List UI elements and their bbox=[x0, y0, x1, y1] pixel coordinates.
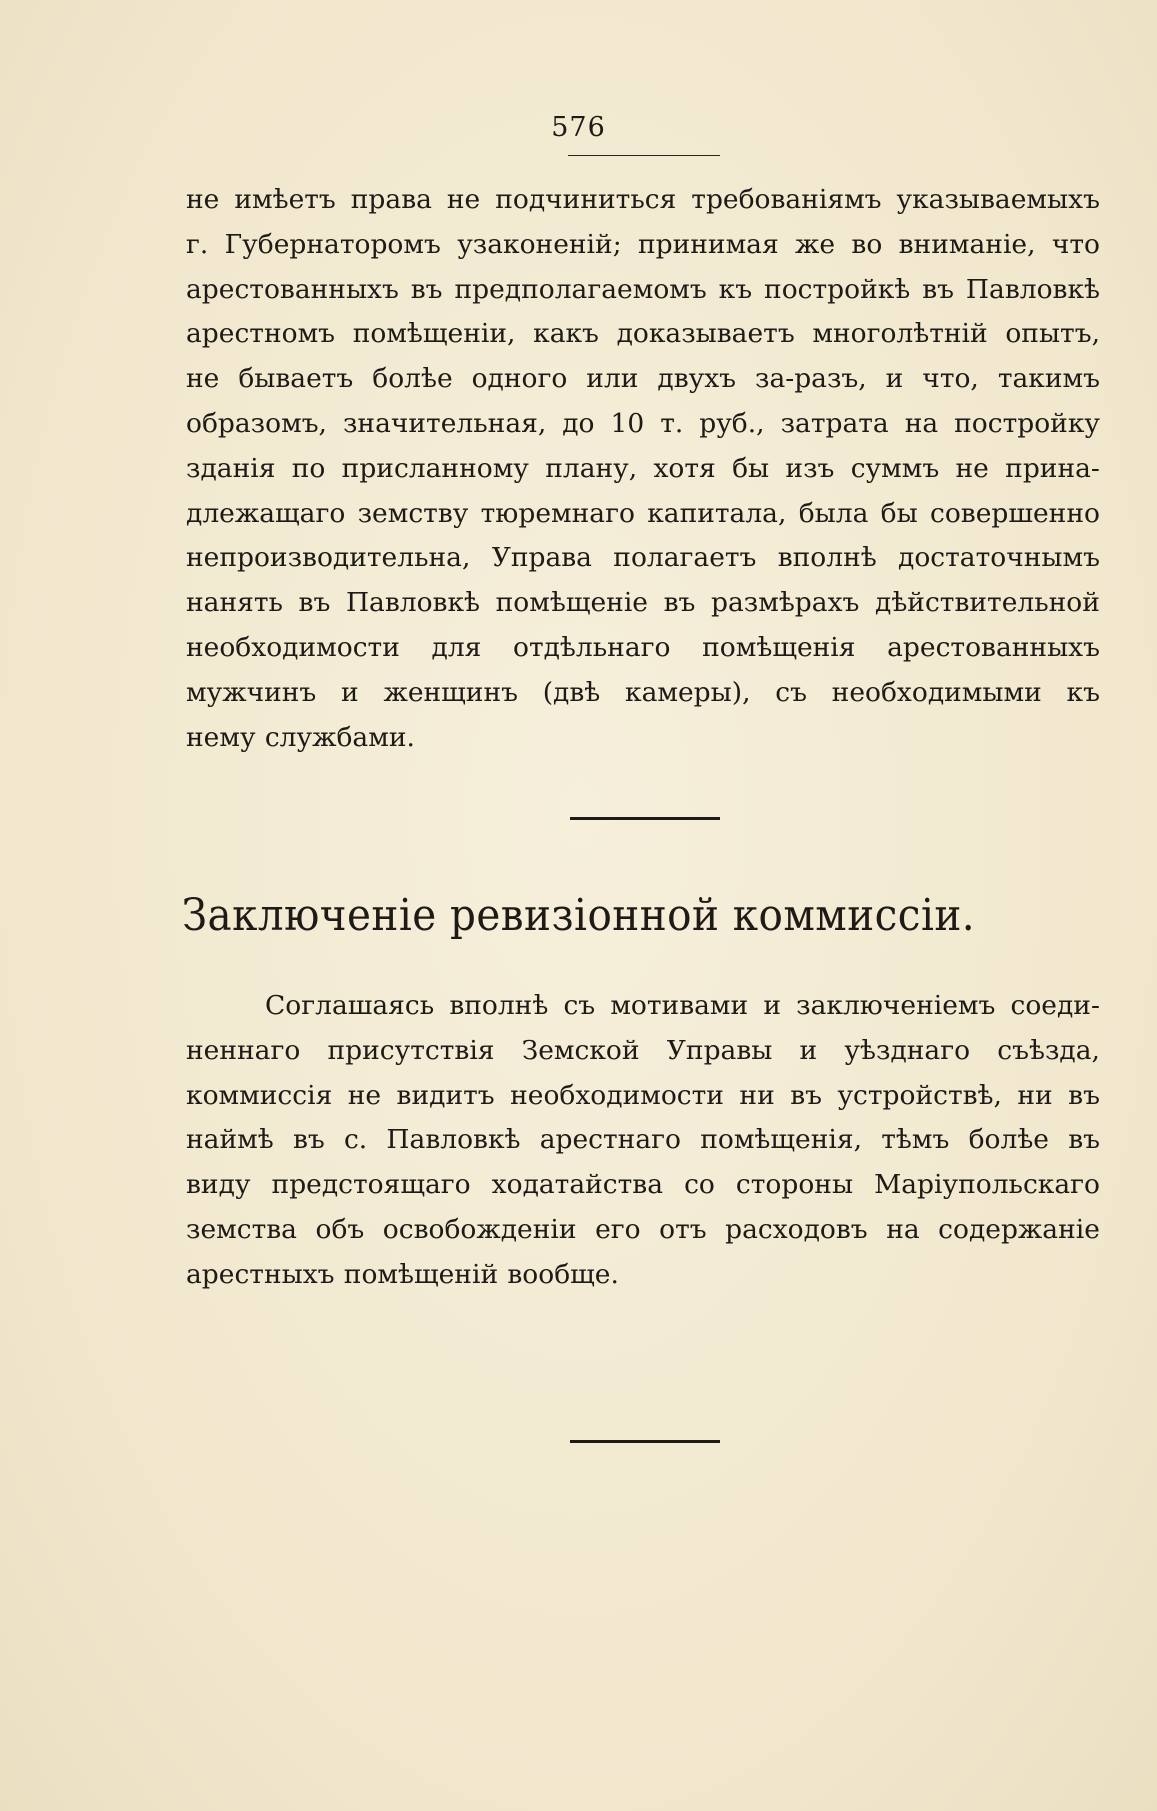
text-line: непроизводительна, Управа полагаетъ вполнѣ достаточнымъ bbox=[186, 542, 1100, 574]
text-line: виду предстоящаго ходатайства со стороны Маріупольскаго bbox=[186, 1169, 1100, 1201]
section-divider-bottom bbox=[570, 1440, 720, 1443]
text-line: нанять въ Павловкѣ помѣщеніе въ размѣрахъ дѣйствительной bbox=[186, 587, 1100, 619]
text-line: арестованныхъ въ предполагаемомъ къ постройкѣ въ Павловкѣ bbox=[186, 273, 1100, 305]
text-line: не бываетъ болѣе одного или двухъ за-разъ, и что, такимъ bbox=[186, 363, 1100, 395]
text-line: арестномъ помѣщеніи, какъ доказываетъ многолѣтній опытъ, bbox=[186, 318, 1100, 350]
text-line: нему службами. bbox=[186, 721, 415, 753]
text-line: не имѣетъ права не подчиниться требованіямъ указываемыхъ bbox=[186, 184, 1100, 215]
text-line: образомъ, значительная, до 10 т. руб., затрата на постройку bbox=[186, 407, 1100, 439]
section-divider-top bbox=[570, 817, 720, 820]
text-line: неннаго присутствія Земской Управы и уѣзднаго съѣзда, bbox=[186, 1034, 1100, 1066]
text-line: земства объ освобожденіи его отъ расходовъ на содержаніе bbox=[186, 1213, 1100, 1245]
text-line: зданія по присланному плану, хотя бы изъ суммъ не прина- bbox=[186, 452, 1100, 484]
paragraph-commission-conclusion bbox=[186, 984, 1100, 1298]
paragraph-management-opinion bbox=[186, 178, 1100, 760]
text-line: длежащаго земству тюремнаго капитала, была бы совершенно bbox=[186, 497, 1100, 529]
text-line: необходимости для отдѣльнаго помѣщенія арестованныхъ bbox=[186, 631, 1100, 663]
text-line: мужчинъ и женщинъ (двѣ камеры), съ необходимыми къ bbox=[186, 676, 1100, 708]
text-line: арестныхъ помѣщеній вообще. bbox=[186, 1258, 619, 1290]
text-line: коммиссія не видитъ необходимости ни въ устройствѣ, ни въ bbox=[186, 1079, 1100, 1111]
page-number-rule bbox=[568, 155, 720, 156]
page-number: 576 bbox=[551, 112, 606, 143]
text-line: наймѣ въ с. Павловкѣ арестнаго помѣщенія, тѣмъ болѣе въ bbox=[186, 1124, 1100, 1156]
section-heading: Заключеніе ревизіонной коммиссіи. bbox=[181, 890, 976, 941]
text-line: г. Губернаторомъ узаконеній; принимая же во вниманіе, что bbox=[186, 228, 1100, 260]
text-line: Соглашаясь вполнѣ съ мотивами и заключеніемъ соеди- bbox=[265, 990, 1100, 1021]
